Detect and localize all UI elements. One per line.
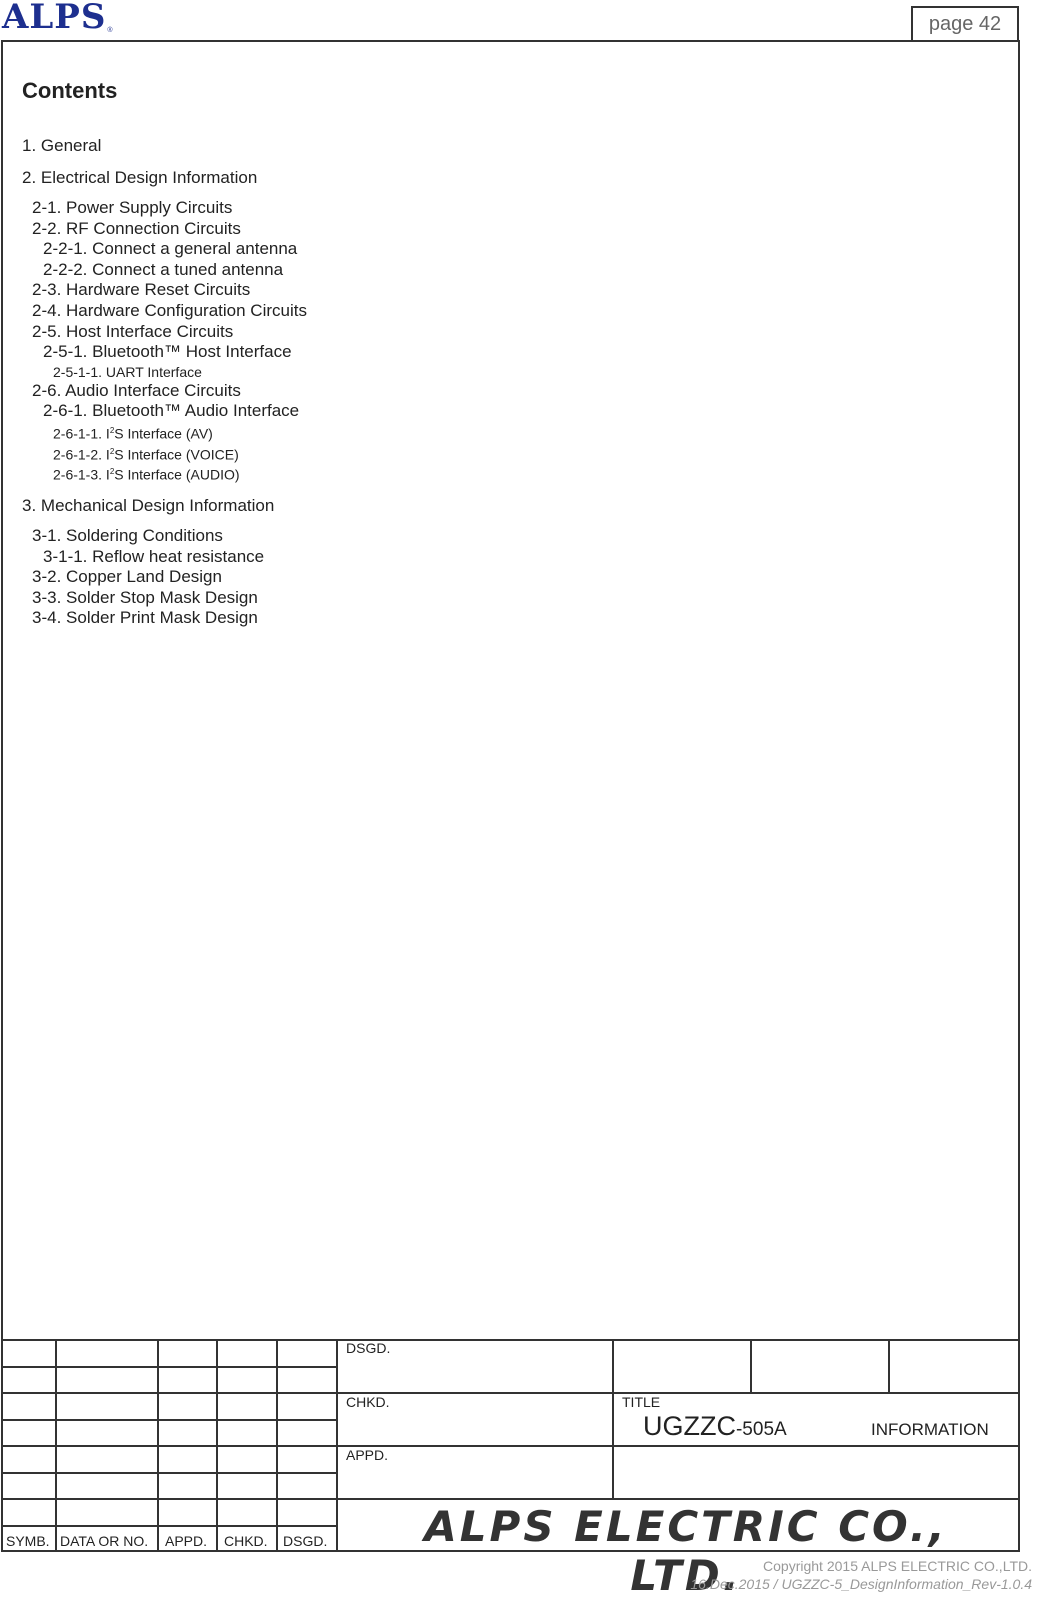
col-symb-label: SYMB. xyxy=(6,1533,50,1549)
appd-label: APPD. xyxy=(346,1447,389,1463)
chkd-label: CHKD. xyxy=(346,1394,390,1410)
title-label: TITLE xyxy=(622,1394,661,1410)
alps-logo xyxy=(2,0,113,37)
toc-item[interactable]: 2-6-1-1. $I^2S$ Interface (AV) xyxy=(53,425,213,442)
col-appd-label: APPD. xyxy=(165,1533,208,1549)
model-number: UGZZC-505A xyxy=(643,1411,787,1441)
registered-mark: ® xyxy=(107,27,113,34)
company-name: ALPS ELECTRIC CO., LTD. xyxy=(424,1502,948,1600)
copyright-text: Copyright 2015 ALPS ELECTRIC CO.,LTD. xyxy=(763,1558,1032,1574)
toc-item[interactable]: 3-1. Soldering Conditions xyxy=(32,525,223,545)
toc-item[interactable]: 2-6-1-3. $I^2S$ Interface (AUDIO) xyxy=(53,466,240,483)
col-data-label: DATA OR NO. xyxy=(60,1533,149,1549)
table-of-contents xyxy=(22,136,307,629)
col-dsgd-label: DSGD. xyxy=(283,1533,328,1549)
toc-item[interactable]: 2-4. Hardware Configuration Circuits xyxy=(32,300,307,320)
toc-item[interactable]: 1. General xyxy=(22,136,102,155)
contents-heading: Contents xyxy=(22,78,118,103)
toc-item[interactable]: 2-1. Power Supply Circuits xyxy=(32,198,233,217)
logo-text: ALPS xyxy=(2,0,107,37)
toc-item[interactable]: 2. Electrical Design Information xyxy=(22,168,258,187)
dsgd-label: DSGD. xyxy=(346,1340,391,1356)
toc-item[interactable]: 3-2. Copper Land Design xyxy=(32,567,222,587)
toc-item[interactable]: 3-3. Solder Stop Mask Design xyxy=(32,587,258,607)
toc-item[interactable]: 2-6-1-2. $I^2S$ Interface (VOICE) xyxy=(53,446,239,463)
page-number: page 42 xyxy=(911,6,1019,40)
doc-type: INFORMATION xyxy=(871,1420,989,1439)
toc-item[interactable]: 3-4. Solder Print Mask Design xyxy=(32,608,258,628)
toc-item[interactable]: 2-2. RF Connection Circuits xyxy=(32,218,241,238)
toc-item[interactable]: 2-6-1. Bluetooth™ Audio Interface xyxy=(43,401,300,421)
toc-item[interactable]: 2-3. Hardware Reset Circuits xyxy=(32,280,251,300)
toc-item[interactable]: 2-2-1. Connect a general antenna xyxy=(43,239,298,259)
col-chkd-label: CHKD. xyxy=(224,1533,268,1549)
toc-item[interactable]: 2-5. Host Interface Circuits xyxy=(32,321,234,341)
toc-item[interactable]: 2-5-1. Bluetooth™ Host Interface xyxy=(43,342,292,362)
toc-item[interactable]: 2-5-1-1. UART Interface xyxy=(53,363,202,380)
toc-item[interactable]: 3. Mechanical Design Information xyxy=(22,495,275,515)
toc-item[interactable]: 2-2-2. Connect a tuned antenna xyxy=(43,259,284,279)
toc-item[interactable]: 3-1-1. Reflow heat resistance xyxy=(43,546,265,566)
document-reference: 16.Dec.2015 / UGZZC-5_DesignInformation_Rev-1.0.4 xyxy=(690,1576,1032,1592)
toc-item[interactable]: 2-6. Audio Interface Circuits xyxy=(32,380,241,400)
